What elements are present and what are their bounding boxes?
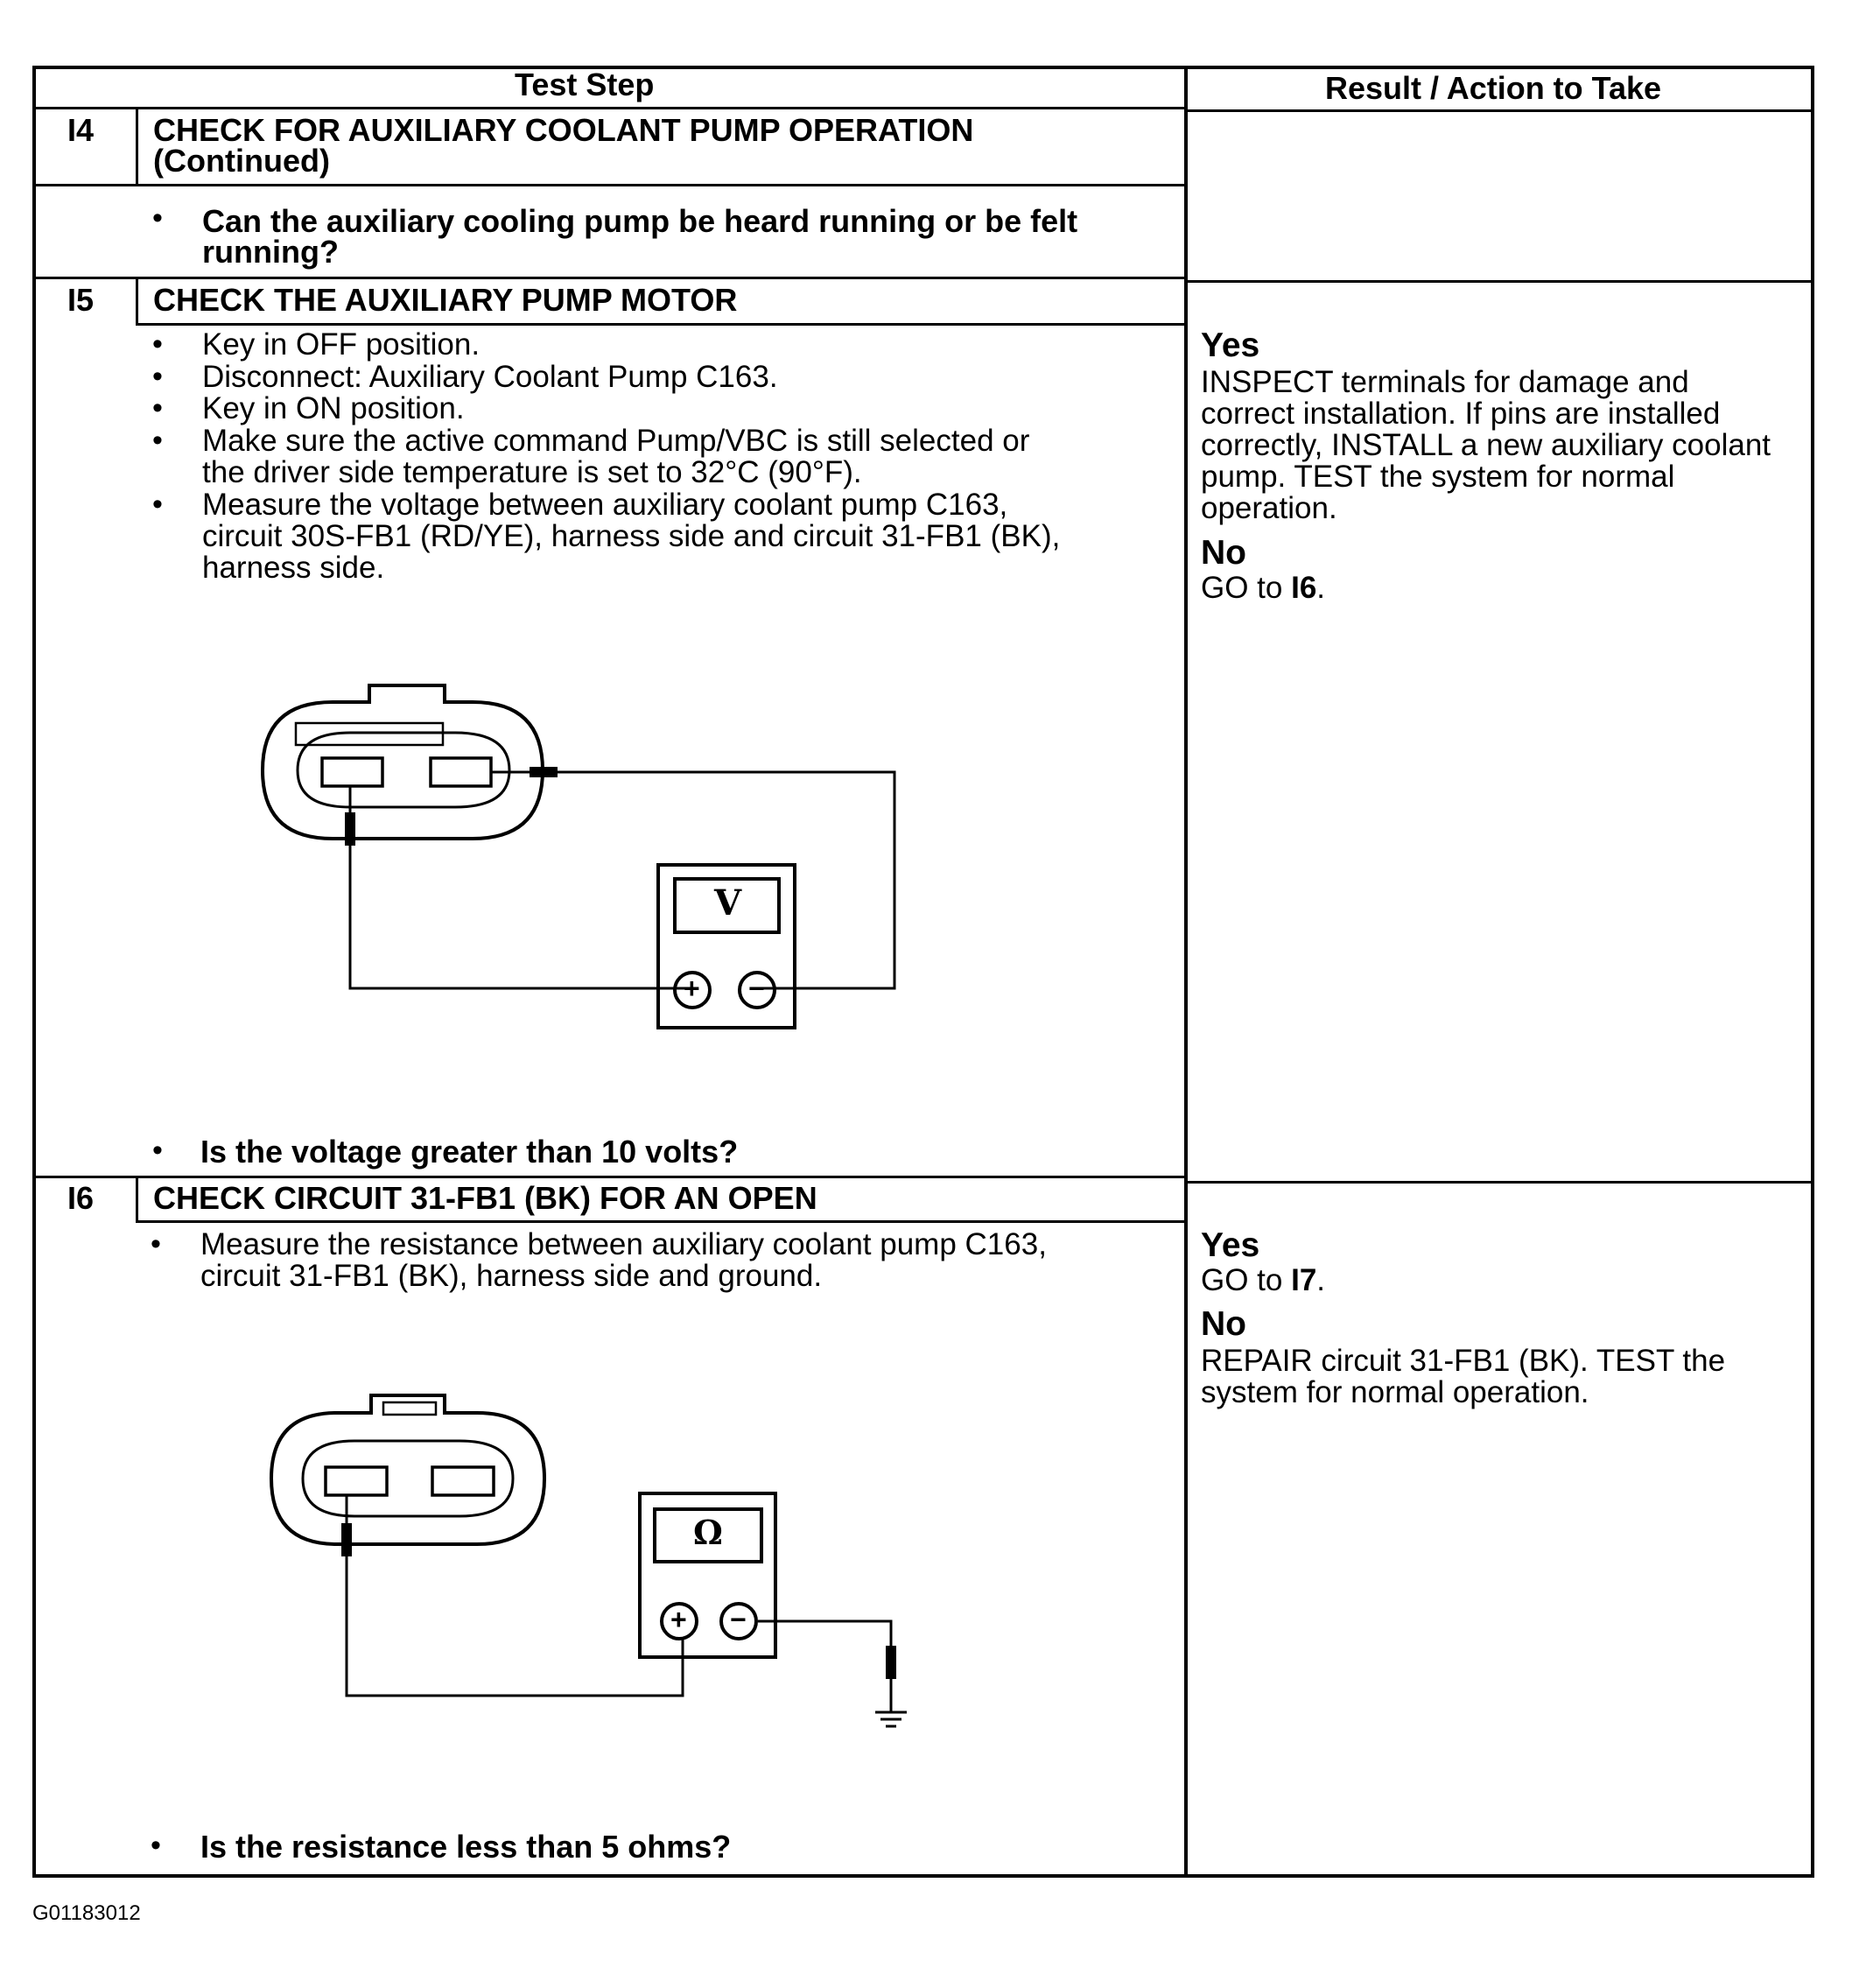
ohmmeter-symbol: Ω <box>693 1513 723 1552</box>
minus-terminal: − <box>730 1604 747 1635</box>
bullet: • <box>152 391 163 425</box>
step-reference[interactable]: I7 <box>1291 1263 1317 1297</box>
step-title-i6: CHECK CIRCUIT 31-FB1 (BK) FOR AN OPEN <box>153 1180 817 1216</box>
question-i4: Can the auxiliary cooling pump be heard running or be felt <box>202 203 1078 239</box>
instruction: circuit 30S-FB1 (RD/YE), harness side and circuit 31-FB1 (BK), <box>202 519 1061 553</box>
instruction: the driver side temperature is set to 32°C (90°F). <box>202 455 862 489</box>
no-action-i6: REPAIR circuit 31-FB1 (BK). TEST the <box>1201 1344 1726 1378</box>
step-id-i5: I5 <box>67 282 95 318</box>
header-result-action: Result / Action to Take <box>1325 70 1662 106</box>
bullet: • <box>152 424 163 457</box>
yes-label-i6: Yes <box>1201 1226 1260 1264</box>
instruction: Measure the voltage between auxiliary coolant pump C163, <box>202 488 1008 522</box>
yes-action-i5: pump. TEST the system for normal <box>1201 460 1675 494</box>
yes-action-i5: operation. <box>1201 491 1337 525</box>
ground-symbol <box>875 1679 907 1726</box>
step-title-i4: CHECK FOR AUXILIARY COOLANT PUMP OPERATION <box>153 112 974 148</box>
bullet: • <box>152 1134 163 1167</box>
question-i4-cont: running? <box>202 234 339 270</box>
probe-tip <box>886 1646 896 1679</box>
bullet: • <box>152 360 163 393</box>
yes-action-i5: INSPECT terminals for damage and <box>1201 365 1689 399</box>
instruction: Disconnect: Auxiliary Coolant Pump C163. <box>202 360 778 394</box>
plus-terminal: + <box>684 973 700 1004</box>
plus-terminal: + <box>670 1604 687 1635</box>
question-i5: Is the voltage greater than 10 volts? <box>200 1134 739 1170</box>
step-id-i4: I4 <box>67 112 95 148</box>
yes-action-i6: GO to I7. <box>1201 1263 1326 1297</box>
probe-tip <box>345 812 355 846</box>
step-reference[interactable]: I6 <box>1291 571 1317 605</box>
voltmeter-symbol: V <box>714 882 742 924</box>
instruction: harness side. <box>202 551 385 585</box>
yes-label-i5: Yes <box>1201 327 1260 364</box>
instruction: circuit 31-FB1 (BK), harness side and ground. <box>200 1259 823 1293</box>
figure-code: G01183012 <box>32 1901 141 1925</box>
yes-action-i5: correct installation. If pins are installed <box>1201 397 1721 431</box>
minus-terminal: − <box>748 973 765 1004</box>
connector-c163 <box>263 685 543 839</box>
yes-action-i5: correctly, INSTALL a new auxiliary coolant <box>1201 428 1771 462</box>
bullet: • <box>152 327 163 361</box>
no-action-i6: system for normal operation. <box>1201 1375 1589 1409</box>
step-title-i5: CHECK THE AUXILIARY PUMP MOTOR <box>153 282 738 318</box>
no-label-i6: No <box>1201 1305 1246 1343</box>
connector-c163 <box>271 1395 544 1544</box>
bullet: • <box>151 1227 161 1261</box>
instruction: Measure the resistance between auxiliary coolant pump C163, <box>200 1227 1047 1261</box>
test-leads <box>347 1495 891 1696</box>
bullet: • <box>152 201 163 235</box>
bullet: • <box>152 488 163 521</box>
step-id-i6: I6 <box>67 1180 95 1216</box>
step-title-i4-cont: (Continued) <box>153 143 330 179</box>
probe-tip <box>530 767 558 777</box>
no-action-i5: GO to I6. <box>1201 571 1326 605</box>
test-leads <box>350 772 894 988</box>
header-test-step: Test Step <box>515 67 655 102</box>
ohmmeter-diagram <box>0 0 1 1</box>
no-label-i5: No <box>1201 534 1246 572</box>
instruction: Make sure the active command Pump/VBC is still selected or <box>202 424 1030 458</box>
bullet: • <box>151 1829 161 1862</box>
instruction: Key in OFF position. <box>202 327 481 362</box>
question-i6: Is the resistance less than 5 ohms? <box>200 1829 732 1865</box>
probe-tip <box>341 1523 352 1556</box>
instruction: Key in ON position. <box>202 391 465 425</box>
